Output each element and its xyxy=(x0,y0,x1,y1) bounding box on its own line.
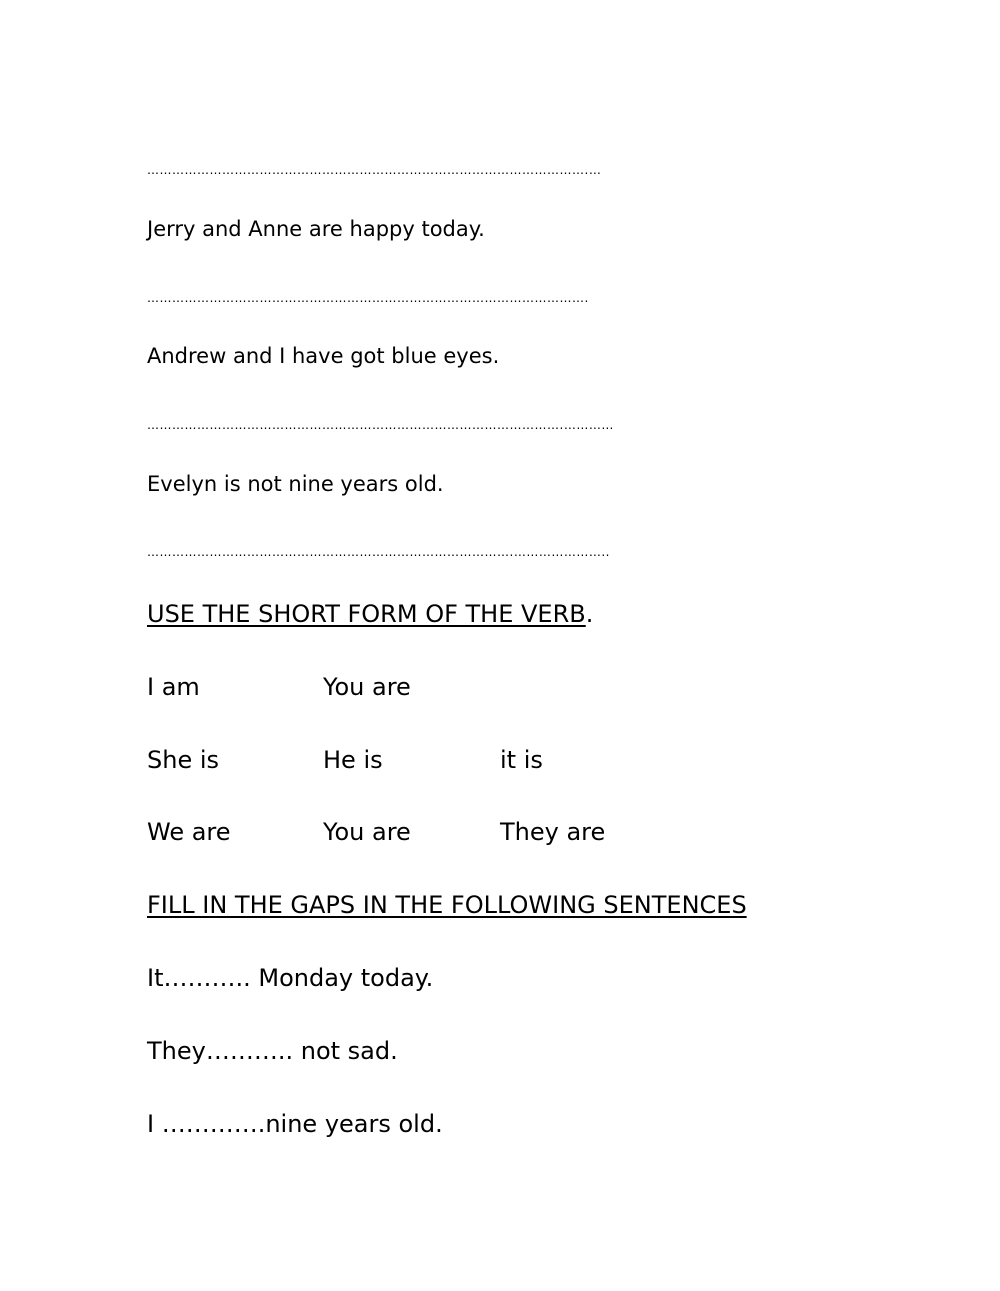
pronoun-he-is: He is xyxy=(323,746,383,774)
answer-line-3: ……………………………………………………………………………………….………… xyxy=(147,418,614,432)
pronoun-you-are-2: You are xyxy=(323,818,411,846)
gap-sentence-monday: It……….. Monday today. xyxy=(147,964,434,992)
sentence-andrew: Andrew and I have got blue eyes. xyxy=(147,344,500,368)
short-form-heading xyxy=(147,602,593,626)
gap-sentence-sad: They……….. not sad. xyxy=(147,1037,398,1065)
pronoun-we-are: We are xyxy=(147,818,231,846)
pronoun-she-is: She is xyxy=(147,746,220,774)
short-form-heading-period: . xyxy=(585,600,594,628)
answer-line-1: …………………………………………………………………………………………….… xyxy=(147,163,602,177)
sentence-jerry-anne: Jerry and Anne are happy today. xyxy=(147,217,485,241)
pronoun-it-is: it is xyxy=(500,746,543,774)
answer-line-4: …………………………………………………………………………….………………….. xyxy=(147,545,610,559)
sentence-evelyn: Evelyn is not nine years old. xyxy=(147,472,444,496)
pronoun-i-am: I am xyxy=(147,673,200,701)
answer-line-2: ……………………………………………………………………………………………. xyxy=(147,291,589,305)
gap-sentence-nine: I ………….nine years old. xyxy=(147,1110,443,1138)
pronoun-you-are-1: You are xyxy=(323,673,411,701)
short-form-heading-text: USE THE SHORT FORM OF THE VERB xyxy=(147,600,586,628)
pronoun-they-are: They are xyxy=(500,818,606,846)
fill-gaps-heading: FILL IN THE GAPS IN THE FOLLOWING SENTENCES xyxy=(147,891,747,919)
